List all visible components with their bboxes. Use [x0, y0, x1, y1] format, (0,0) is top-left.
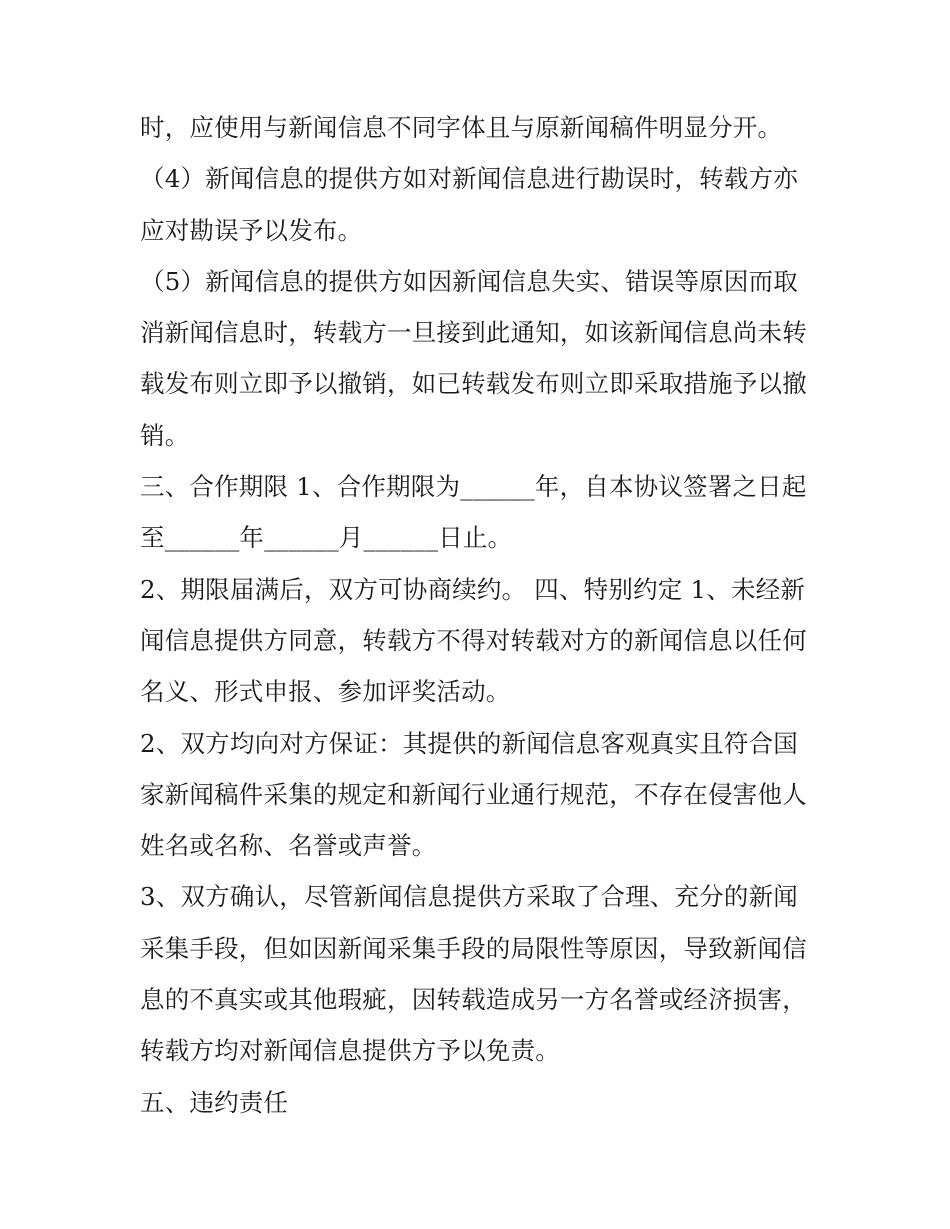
section-heading-line: 五、违约责任: [140, 1087, 289, 1117]
text-line: 2、期限届满后，双方可协商续约。 四、特别约定 1、未经新: [140, 574, 806, 604]
text-line: 转载方均对新闻信息提供方予以免责。: [140, 1036, 560, 1066]
text-line: （4）新闻信息的提供方如对新闻信息进行勘误时，转载方亦: [140, 164, 798, 194]
text-line: 名义、形式申报、参加评奖活动。: [140, 677, 511, 707]
text-line: 3、双方确认，尽管新闻信息提供方采取了合理、充分的新闻: [140, 882, 798, 912]
text-line: 家新闻稿件采集的规定和新闻行业通行规范，不存在侵害他人: [140, 779, 807, 809]
section-heading-line: 三、合作期限 1、合作期限为______年，自本协议签署之日起: [140, 472, 807, 502]
text-line: 闻信息提供方同意，转载方不得对转载对方的新闻信息以任何: [140, 625, 807, 655]
document-body: [140, 102, 820, 1128]
text-line: 销。: [140, 420, 190, 450]
text-line: 载发布则立即予以撤销，如已转载发布则立即采取措施予以撤: [140, 369, 807, 399]
text-line: 至______年______月______日止。: [140, 523, 513, 553]
text-line: 时，应使用与新闻信息不同字体且与原新闻稿件明显分开。: [140, 113, 783, 142]
text-line: （5）新闻信息的提供方如因新闻信息失实、错误等原因而取: [140, 266, 798, 296]
text-line: 消新闻信息时，转载方一旦接到此通知，如该新闻信息尚未转: [140, 318, 807, 348]
text-line: 息的不真实或其他瑕疵，因转载造成另一方名誉或经济损害，: [140, 985, 807, 1015]
text-line: 姓名或名称、名誉或声誉。: [140, 831, 437, 861]
text-line: 应对勘误予以发布。: [140, 215, 363, 245]
text-line: 2、双方均向对方保证：其提供的新闻信息客观真实且符合国: [140, 728, 798, 758]
text-line: 采集手段，但如因新闻采集手段的局限性等原因，导致新闻信: [140, 933, 807, 963]
